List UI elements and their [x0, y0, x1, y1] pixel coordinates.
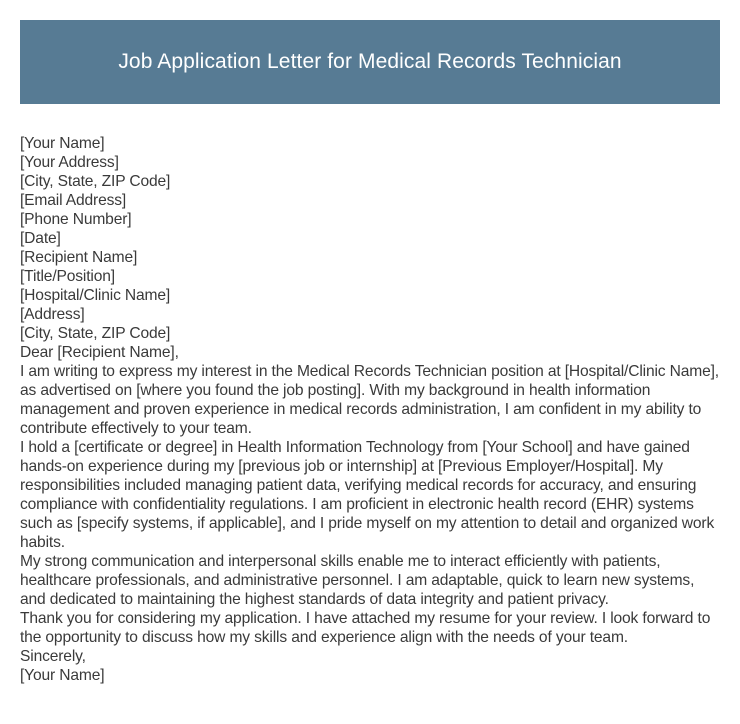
sender-address: [Your Address] — [20, 154, 119, 171]
sender-city-state-zip: [City, State, ZIP Code] — [20, 173, 171, 190]
title-banner — [20, 20, 720, 104]
signature: [Your Name] — [20, 667, 105, 684]
sender-email: [Email Address] — [20, 192, 127, 209]
page-title: Job Application Letter for Medical Records Technician — [118, 50, 622, 73]
recipient-city-state-zip: [City, State, ZIP Code] — [20, 325, 171, 342]
paragraph-closing: Thank you for considering my application. I have attached my resume for your review. I look forward to the opportunity to discuss how my skills and experience align with the needs of your team. — [20, 610, 711, 646]
letter-body — [20, 134, 722, 685]
sender-phone: [Phone Number] — [20, 211, 132, 228]
recipient-name: [Recipient Name] — [20, 249, 138, 266]
sender-name: [Your Name] — [20, 135, 105, 152]
recipient-title: [Title/Position] — [20, 268, 115, 285]
recipient-address: [Address] — [20, 306, 85, 323]
paragraph-qualifications: I hold a [certificate or degree] in Health Information Technology from [Your School] and have gained hands-on experience during my [previous job or internship] at [Previous Employer/Hospital]. My responsibilities included managing patient data, verifying medical records for accuracy, and ensuring compliance with confidentiality regulations. I am proficient in electronic health record (EHR) systems such as [specify systems, if applicable], and I pride myself on my attention to detail and organized work habits. — [20, 439, 715, 551]
letter-date: [Date] — [20, 230, 61, 247]
closing: Sincerely, — [20, 648, 86, 665]
sender-block — [20, 134, 722, 229]
paragraph-skills: My strong communication and interpersonal skills enable me to interact efficiently with patients, healthcare professionals, and administrative personnel. I am adaptable, quick to learn new systems, and dedicated to maintaining the highest standards of data integrity and patient privacy. — [20, 553, 695, 608]
salutation: Dear [Recipient Name], — [20, 344, 179, 361]
paragraph-intro: I am writing to express my interest in the Medical Records Technician position at [Hospital/Clinic Name], as advertised on [where you found the job posting]. With my background in health information management and proven experience in medical records administration, I am confident in my ability to contribute effectively to your team. — [20, 363, 719, 437]
recipient-organization: [Hospital/Clinic Name] — [20, 287, 171, 304]
recipient-block — [20, 248, 722, 343]
